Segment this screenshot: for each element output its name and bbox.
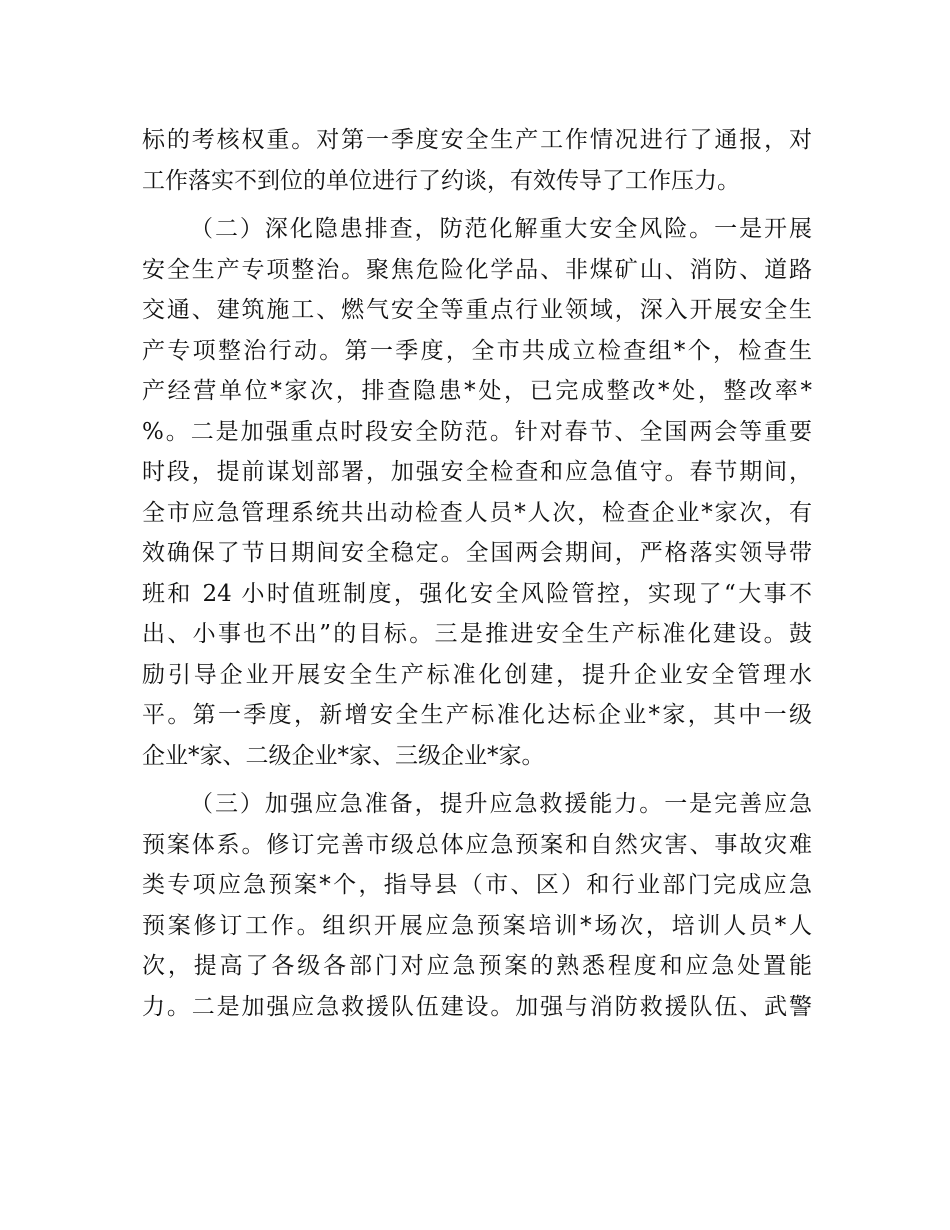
text-line: 班和 24 小时值班制度，强化安全风险管控，实现了“大事不 bbox=[142, 580, 812, 607]
section-heading-line: （二）深化隐患排查，防范化解重大安全风险。一是开展 bbox=[190, 216, 812, 242]
text-line: 企业*家、二级企业*家、三级企业*家。 bbox=[142, 742, 545, 769]
text-line: 交通、建筑施工、燃气安全等重点行业领域，深入开展安全生 bbox=[142, 297, 812, 323]
text-line: 次，提高了各级各部门对应急预案的熟悉程度和应急处置能 bbox=[142, 953, 812, 979]
text-line: 类专项应急预案*个，指导县（市、区）和行业部门完成应急 bbox=[142, 872, 812, 898]
text-line: 标的考核权重。对第一季度安全生产工作情况进行了通报，对 bbox=[142, 127, 812, 153]
text-line: 产专项整治行动。第一季度，全市共成立检查组*个，检查生 bbox=[142, 337, 812, 364]
text-line: %。二是加强重点时段安全防范。针对春节、全国两会等重要 bbox=[142, 418, 812, 445]
text-line: 出、小事也不出”的目标。三是推进安全生产标准化建设。鼓 bbox=[142, 621, 812, 647]
text-line: 效确保了节日期间安全稳定。全国两会期间，严格落实领导带 bbox=[142, 540, 812, 566]
text-line: 工作落实不到位的单位进行了约谈，有效传导了工作压力。 bbox=[142, 167, 740, 194]
text-line: 励引导企业开展安全生产标准化创建，提升企业安全管理水 bbox=[142, 661, 812, 688]
text-line: 全市应急管理系统共出动检查人员*人次，检查企业*家次，有 bbox=[142, 499, 812, 526]
text-line: 安全生产专项整治。聚焦危险化学品、非煤矿山、消防、道路 bbox=[142, 256, 812, 283]
document-body bbox=[142, 120, 812, 1027]
paragraph-3 bbox=[142, 784, 812, 1027]
text-line: 力。二是加强应急救援队伍建设。加强与消防救援队伍、武警 bbox=[142, 993, 812, 1020]
text-line: 产经营单位*家次，排查隐患*处，已完成整改*处，整改率* bbox=[142, 378, 812, 404]
text-line: 时段，提前谋划部署，加强安全检查和应急值守。春节期间， bbox=[142, 459, 812, 485]
section-heading-line: （三）加强应急准备，提升应急救援能力。一是完善应急 bbox=[190, 791, 812, 817]
text-line: 预案修订工作。组织开展应急预案培训*场次，培训人员*人 bbox=[142, 912, 812, 939]
text-line: 平。第一季度，新增安全生产标准化达标企业*家，其中一级 bbox=[142, 702, 812, 728]
paragraph-2 bbox=[142, 209, 812, 776]
paragraph-1 bbox=[142, 120, 812, 201]
text-line: 预案体系。修订完善市级总体应急预案和自然灾害、事故灾难 bbox=[142, 831, 812, 858]
